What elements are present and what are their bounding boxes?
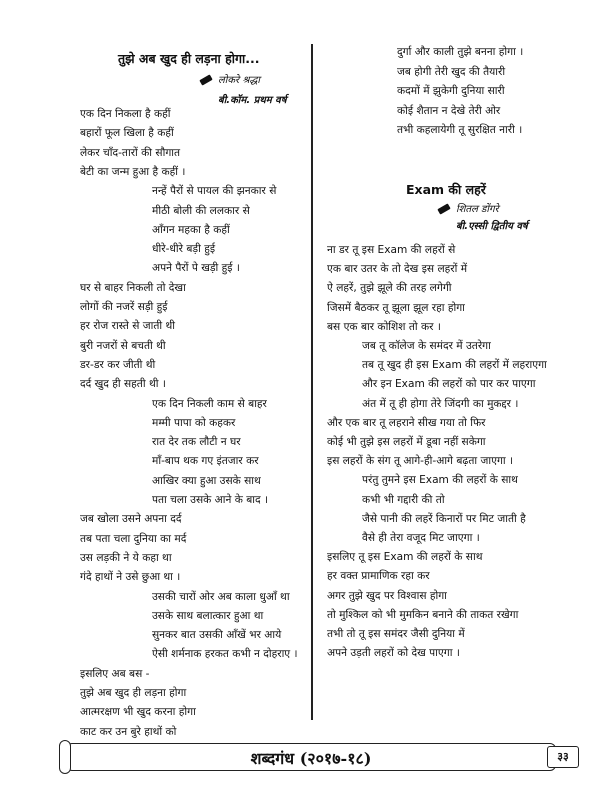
poem-line: अपने उड़ती लहरों को देख पाएगा । — [327, 647, 460, 660]
poem-line: बेटी का जन्म हुआ है कहीं । — [80, 165, 186, 178]
poem-line: तब तू खुद ही इस Exam की लहरों में लहराएगा — [362, 359, 547, 372]
poem-line: कोई भी तुझे इस लहरों में डूबा नहीं सकेगा — [327, 436, 486, 448]
poem-line: अगर तुझे खुद पर विश्वास होगा — [327, 589, 447, 602]
poem-line: इसलिए तू इस Exam की लहरों के साथ — [327, 551, 483, 564]
poem-line: ऐसी शर्मनाक हरकत कभी न दोहराए । — [152, 648, 298, 661]
poem-line: सुनकर बात उसकी आँखें भर आये — [152, 629, 282, 642]
poem-line: डर-डर कर जीती थी — [80, 358, 156, 371]
poem-line: आँगन महका है कहीं — [152, 223, 230, 236]
pen-icon — [437, 203, 450, 214]
poem-line: और इन Exam की लहरों को पार कर पाएगा — [362, 378, 536, 391]
poem-line: मीठी बोली की ललकार से — [152, 204, 250, 217]
poem-line: तुझे अब खुद ही लड़ना होगा — [80, 687, 187, 699]
poem-line: ना डर तू इस Exam की लहरों से — [327, 244, 456, 256]
poem-line: वैसे ही तेरा वजूद मिट जाएगा । — [362, 532, 480, 544]
poem1-affiliation: बी.कॉम. प्रथम वर्ष — [218, 95, 287, 106]
poem-line: तो मुश्किल को भी मुमकिन बनाने की ताकत रखेगा — [327, 608, 519, 621]
poem-line: इस लहरों के संग तू आगे-ही-आगे बढ़ता जाएगा । — [327, 455, 514, 468]
poem-line: दर्द खुद ही सहती थी । — [80, 378, 166, 391]
poem1-title: तुझे अब खुद ही लड़ना होगा... — [118, 51, 260, 66]
poem-line: कदमों में झुकेगी दुनिया सारी — [397, 85, 505, 97]
poem-line: मम्मी पापा को कहकर — [152, 416, 236, 429]
poem-line: तभी तो तू इस समंदर जैसी दुनिया में — [327, 628, 465, 640]
poem-line: धीरे-धीरे बड़ी हुई — [152, 243, 216, 256]
poem-line: कोई शैतान न देखे तेरी ओर — [397, 104, 501, 117]
poem-line: जिसमें बैठकर तू झूला झूल रहा होगा — [327, 301, 465, 314]
poem-line: ऐ लहरें, तुझे झूले की तरह लगेगी — [327, 282, 452, 295]
poem-line: उसकी चारों ओर अब काला धुआँ था — [152, 590, 290, 603]
poem-line: काट कर उन बुरे हाथों को — [80, 725, 177, 738]
poem-line: गंदे हाथों ने उसे छुआ था । — [80, 571, 181, 584]
footer-banner — [66, 743, 556, 771]
poem-line: परंतु तुमने इस Exam की लहरों के साथ — [362, 474, 518, 487]
poem-line: बस एक बार कोशिश तो कर । — [327, 320, 441, 333]
poem-line: रात देर तक लौटी न घर — [152, 436, 241, 449]
poem-line: घर से बाहर निकली तो देखा — [80, 281, 186, 294]
poem-line: लेकर चाँद-तारों की सौगात — [80, 146, 181, 159]
poem-line: उस लड़की ने ये कहा था — [80, 551, 172, 564]
poem-line: दुर्गा और काली तुझे बनना होगा । — [397, 46, 524, 58]
pen-icon — [199, 74, 212, 85]
poem-line: हर रोज रास्ते से जाती थी — [80, 320, 176, 333]
poem-line: बुरी नजरों से बचती थी — [80, 339, 166, 352]
poem-line: माँ-बाप थक गए इंतजार कर — [152, 455, 259, 468]
poem-line: तब पता चला दुनिया का मर्द — [80, 532, 187, 545]
poem-line: जब तू कॉलेज के समंदर में उतरेगा — [362, 340, 491, 352]
poem-line: उसके साथ बलात्कार हुआ था — [152, 609, 264, 622]
poem-line: जैसे पानी की लहरें किनारों पर मिट जाती है — [362, 512, 526, 525]
poem-line: जब होगी तेरी खुद की तैयारी — [397, 65, 506, 78]
poem1-author: लोकरे श्रद्धा — [200, 72, 260, 86]
poem2-affiliation: बी.एस्सी द्वितीय वर्ष — [456, 221, 528, 232]
poem-line: एक बार उतर के तो देख इस लहरों में — [327, 263, 468, 276]
poem2-title: Exam की लहरें — [406, 182, 486, 197]
poem2-author: शितल डोंगरे — [438, 201, 499, 215]
poem-line: एक दिन निकली काम से बाहर — [152, 397, 267, 410]
footer-title: शब्दगंध (२०१७-१८) — [250, 749, 372, 768]
poem-line: अपने पैरों पे खड़ी हुई । — [152, 262, 240, 275]
poem-line: कभी भी गद्दारी की तो — [362, 493, 445, 506]
poem-line: हर वक्त प्रामाणिक रहा कर — [327, 570, 430, 583]
column-divider — [311, 44, 313, 720]
poem-line: और एक बार तू लहराने सीख गया तो फिर — [327, 416, 486, 429]
poem-line: एक दिन निकला है कहीं — [80, 108, 171, 120]
poem-line: लोगों की नजरें सड़ी हुई — [80, 301, 168, 313]
poem-line: जब खोला उसने अपना दर्द — [80, 513, 182, 526]
poem-line: पता चला उसके आने के बाद । — [152, 494, 269, 506]
poem-line: आत्मरक्षण भी खुद करना होगा — [80, 706, 196, 719]
poem-line: बहारों फूल खिला है कहीं — [80, 127, 174, 140]
poem-line: नन्हें पैरों से पायल की झनकार से — [152, 185, 277, 198]
poem-line: अंत में तू ही होगा तेरे जिंदगी का मुकद्दर । — [362, 397, 519, 410]
poem-line: आखिर क्या हुआ उसके साथ — [152, 474, 261, 487]
poem-line: तभी कहलायेगी तू सुरक्षित नारी । — [397, 124, 523, 136]
page-number: ३३ — [547, 746, 579, 768]
poem-line: इसलिए अब बस - — [80, 667, 150, 680]
